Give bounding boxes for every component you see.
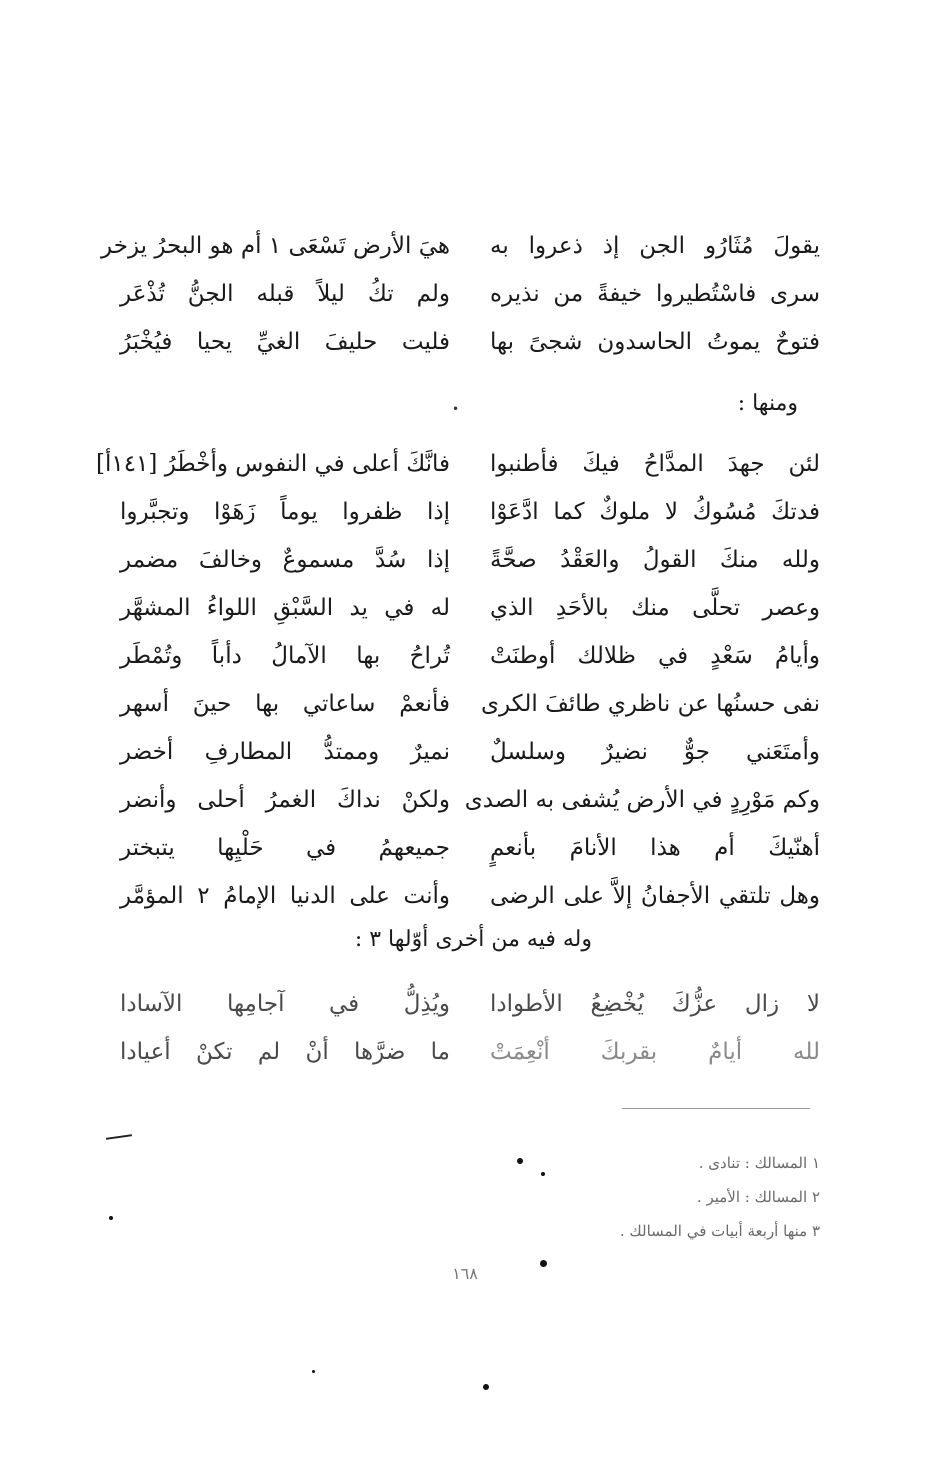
footnote-3: ٣ منها أربعة أبيات في المسالك . bbox=[619, 1222, 820, 1240]
verse-line bbox=[120, 682, 820, 730]
verse-first-hemistich: يقولَ مُثَارُو الجن إذ ذعروا به bbox=[490, 233, 820, 259]
verse-first-hemistich: سرى فاسْتُطيروا خيفةً من نذيره bbox=[490, 281, 820, 307]
verse-first-hemistich: لا زال عزُّكَ يُخْضِعُ الأطوادا bbox=[490, 991, 820, 1017]
verse-line bbox=[120, 538, 820, 586]
verse-second-hemistich: نميرٌ وممتدُّ المطارفِ أخضر bbox=[120, 739, 450, 765]
ink-speck bbox=[541, 1172, 545, 1176]
verse-line bbox=[95, 442, 820, 490]
poem-block-1 bbox=[101, 224, 820, 368]
verse-first-hemistich: فتوحٌ يموتُ الحاسدون شجىً بها bbox=[490, 329, 820, 355]
verse-first-hemistich: نفى حسنُها عن ناظري طائفَ الكرى bbox=[480, 691, 820, 717]
verse-first-hemistich: وكم مَوْرِدٍ في الأرض يُشفى به الصدى bbox=[464, 787, 820, 813]
poem-block-2 bbox=[95, 442, 820, 922]
verse-first-hemistich: وهل تلتقي الأجفانُ إلاَّ على الرضى bbox=[490, 883, 820, 909]
verse-second-hemistich: ولكنْ نداكَ الغمرُ أحلى وأنضر bbox=[120, 787, 450, 813]
page-number: ١٦٨ bbox=[452, 1264, 478, 1283]
verse-first-hemistich: وأمتَعَني جوٌّ نضيرٌ وسلسلٌ bbox=[490, 739, 820, 765]
verse-line bbox=[120, 320, 820, 368]
verse-second-hemistich: إذا سُدَّ مسموعٌ وخالفَ مضمر bbox=[120, 547, 450, 573]
verse-second-hemistich: إذا ظفروا يوماً زَهَوْا وتجبَّروا bbox=[120, 499, 450, 525]
footnote-2: ٢ المسالك : الأمير . bbox=[696, 1188, 820, 1206]
verse-line bbox=[120, 272, 820, 320]
verse-second-hemistich: فأنعمْ ساعاتي بها حينَ أسهر bbox=[120, 691, 450, 717]
verse-first-hemistich: ولله منكَ القولُ والعَقْدُ صحَّةً bbox=[490, 547, 820, 573]
verse-second-hemistich: ويُذِلُّ في آجامِها الآسادا bbox=[120, 991, 450, 1017]
verse-line bbox=[120, 586, 820, 634]
verse-first-hemistich: وعصر تحلَّى منك بالأحَدِ الذي bbox=[490, 595, 820, 621]
verse-first-hemistich: لله أيامٌ بقربكَ أنْعِمَتْ bbox=[490, 1039, 820, 1065]
verse-first-hemistich: لئن جهدَ المدَّاحُ فيكَ فأطنبوا bbox=[490, 451, 820, 477]
verse-second-hemistich: فليت حليفَ الغيِّ يحيا فيُخْبَرُ bbox=[120, 329, 450, 355]
verse-second-hemistich: جميعهمُ في حَلْيِها يتبختر bbox=[120, 835, 450, 861]
verse-line bbox=[101, 224, 820, 272]
verse-second-hemistich: ولم تكُ ليلاً قبله الجنُّ تُذْعَر bbox=[120, 281, 450, 307]
verse-second-hemistich: له في يد السَّبْقِ اللواءُ المشهَّر bbox=[120, 595, 450, 621]
ink-speck bbox=[517, 1158, 523, 1164]
ink-speck bbox=[312, 1370, 315, 1373]
verse-line bbox=[120, 490, 820, 538]
verse-second-hemistich: فانَّكَ أعلى في النفوس وأخْطَرُ [١٤١أ] bbox=[95, 451, 450, 477]
verse-line bbox=[120, 730, 820, 778]
verse-line bbox=[120, 826, 820, 874]
ink-speck bbox=[109, 1216, 113, 1220]
ink-stroke bbox=[106, 1134, 132, 1140]
verse-second-hemistich: هيَ الأرض تَسْعَى ١ أم هو البحرُ يزخر bbox=[101, 233, 450, 259]
ink-speck bbox=[540, 1260, 547, 1267]
verse-second-hemistich: ما ضرَّها أنْ لم تكنْ أعيادا bbox=[120, 1039, 450, 1065]
poem-block-3 bbox=[120, 982, 820, 1078]
verse-line bbox=[120, 778, 820, 826]
footnote-1: ١ المسالك : تنادى . bbox=[698, 1154, 820, 1172]
footnote-separator bbox=[622, 1108, 810, 1109]
verse-first-hemistich: أهنّيكَ أم هذا الأنامَ بأنعمٍ bbox=[490, 835, 820, 861]
section-intro-new-poem: وله فيه من أخرى أوّلها ٣ : bbox=[354, 927, 592, 952]
verse-first-hemistich: فدتكَ مُسُوكُ لا ملوكٌ كما ادَّعَوْا bbox=[490, 499, 820, 525]
verse-line bbox=[120, 874, 820, 922]
verse-line bbox=[120, 1030, 820, 1078]
verse-first-hemistich: وأيامُ سَعْدٍ في ظلالك أوطنَتْ bbox=[490, 643, 820, 669]
verse-line bbox=[120, 634, 820, 682]
verse-second-hemistich: وأنت على الدنيا الإمامُ ٢ المؤمَّر bbox=[120, 883, 450, 909]
ink-mark: • bbox=[452, 402, 460, 416]
ink-speck bbox=[483, 1384, 489, 1390]
footnotes bbox=[460, 1146, 820, 1248]
section-intro-minha: ومنها : bbox=[737, 391, 798, 416]
verse-line bbox=[120, 982, 820, 1030]
verse-second-hemistich: تُراحُ بها الآمالُ دأباً وتُمْطَر bbox=[120, 643, 450, 669]
